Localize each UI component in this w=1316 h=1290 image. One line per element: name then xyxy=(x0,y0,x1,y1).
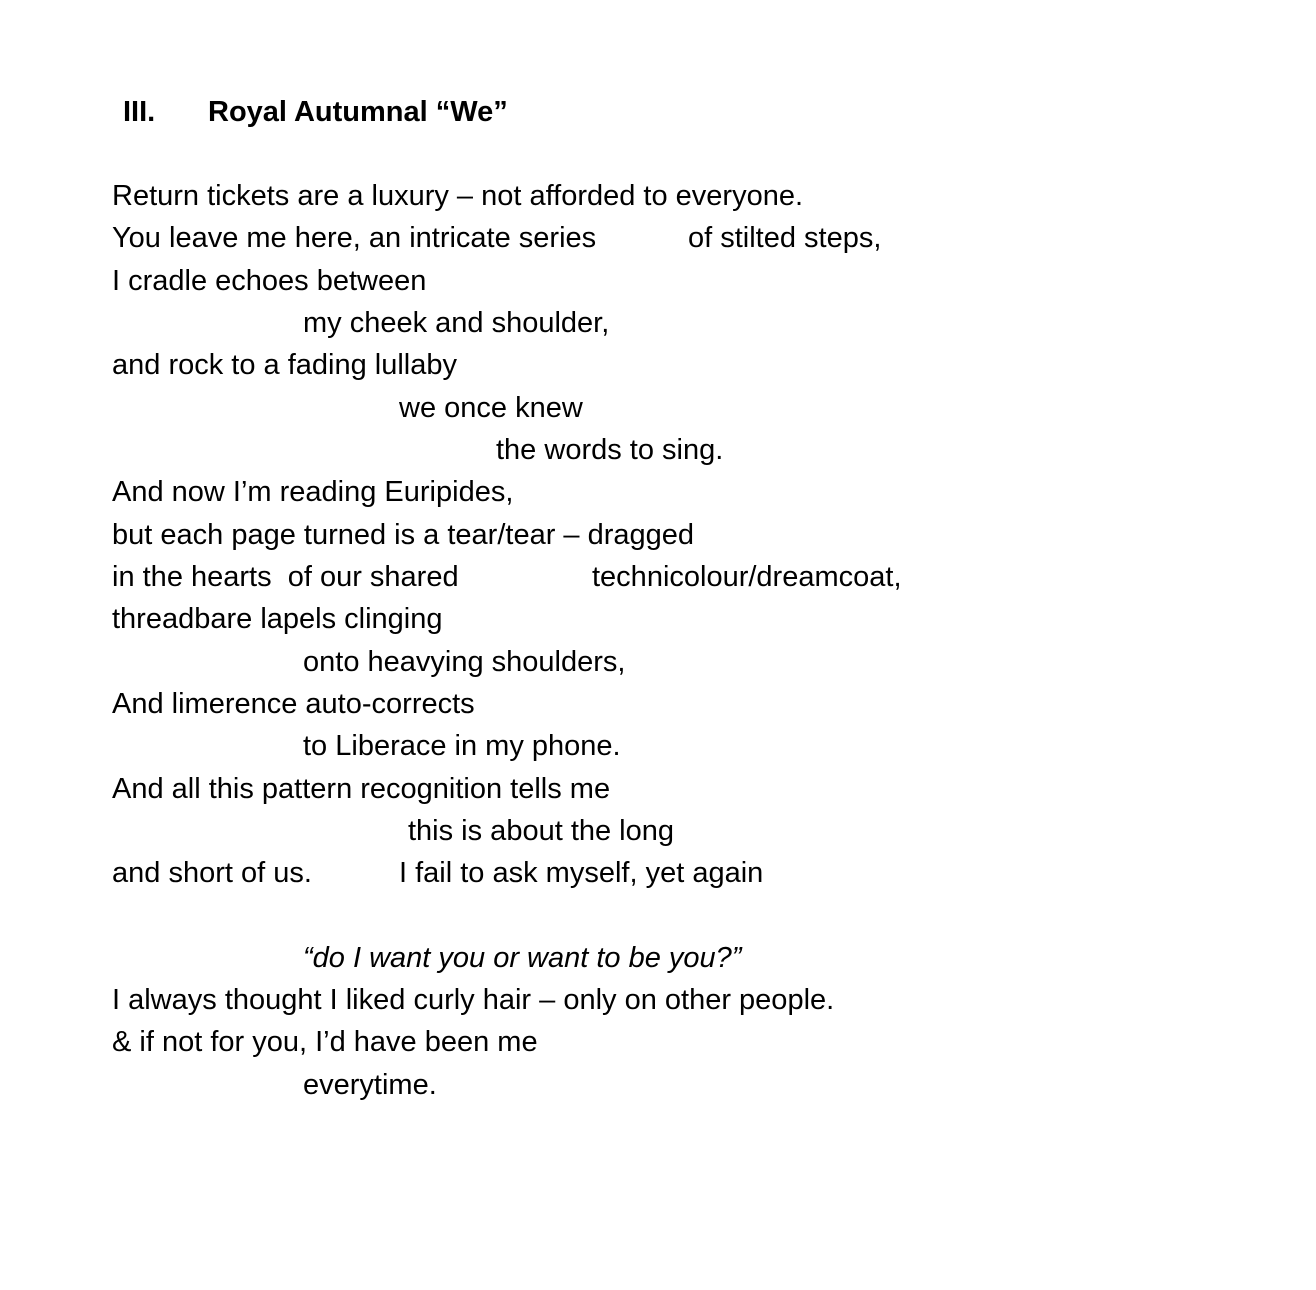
poem-line: this is about the long xyxy=(408,815,675,847)
poem-line: everytime. xyxy=(303,1069,437,1101)
poem-line: and short of us. xyxy=(112,857,312,889)
poem-line: & if not for you, I’d have been me xyxy=(112,1026,538,1058)
poem-line: onto heavying shoulders, xyxy=(303,646,626,678)
poem-line-italic-question: “do I want you or want to be you?” xyxy=(303,942,742,974)
poem-line: And limerence auto-corrects xyxy=(112,688,475,720)
poem-line: And now I’m reading Euripides, xyxy=(112,476,514,508)
poem-line: but each page turned is a tear/tear – dragged xyxy=(112,519,695,551)
poem-line: I always thought I liked curly hair – only on other people. xyxy=(112,984,835,1016)
poem-line: technicolour/dreamcoat, xyxy=(592,561,902,593)
poem-line: to Liberace in my phone. xyxy=(303,730,621,762)
poem-line: You leave me here, an intricate series xyxy=(112,222,597,254)
poem-line: in the hearts of our shared xyxy=(112,561,459,593)
poem-line: of stilted steps, xyxy=(688,222,882,254)
section-numeral: III. xyxy=(123,96,156,128)
poem-line: And all this pattern recognition tells me xyxy=(112,773,611,805)
poem-line: and rock to a fading lullaby xyxy=(112,349,457,381)
poem-line: my cheek and shoulder, xyxy=(303,307,610,339)
poem-line: we once knew xyxy=(399,392,583,424)
poem-line: the words to sing. xyxy=(496,434,724,466)
poem-line: threadbare lapels clinging xyxy=(112,603,443,635)
poem-title: Royal Autumnal “We” xyxy=(208,96,508,128)
poem-line: I cradle echoes between xyxy=(112,265,427,297)
poem-line: Return tickets are a luxury – not afforded to everyone. xyxy=(112,180,804,212)
poem-line: I fail to ask myself, yet again xyxy=(399,857,764,889)
